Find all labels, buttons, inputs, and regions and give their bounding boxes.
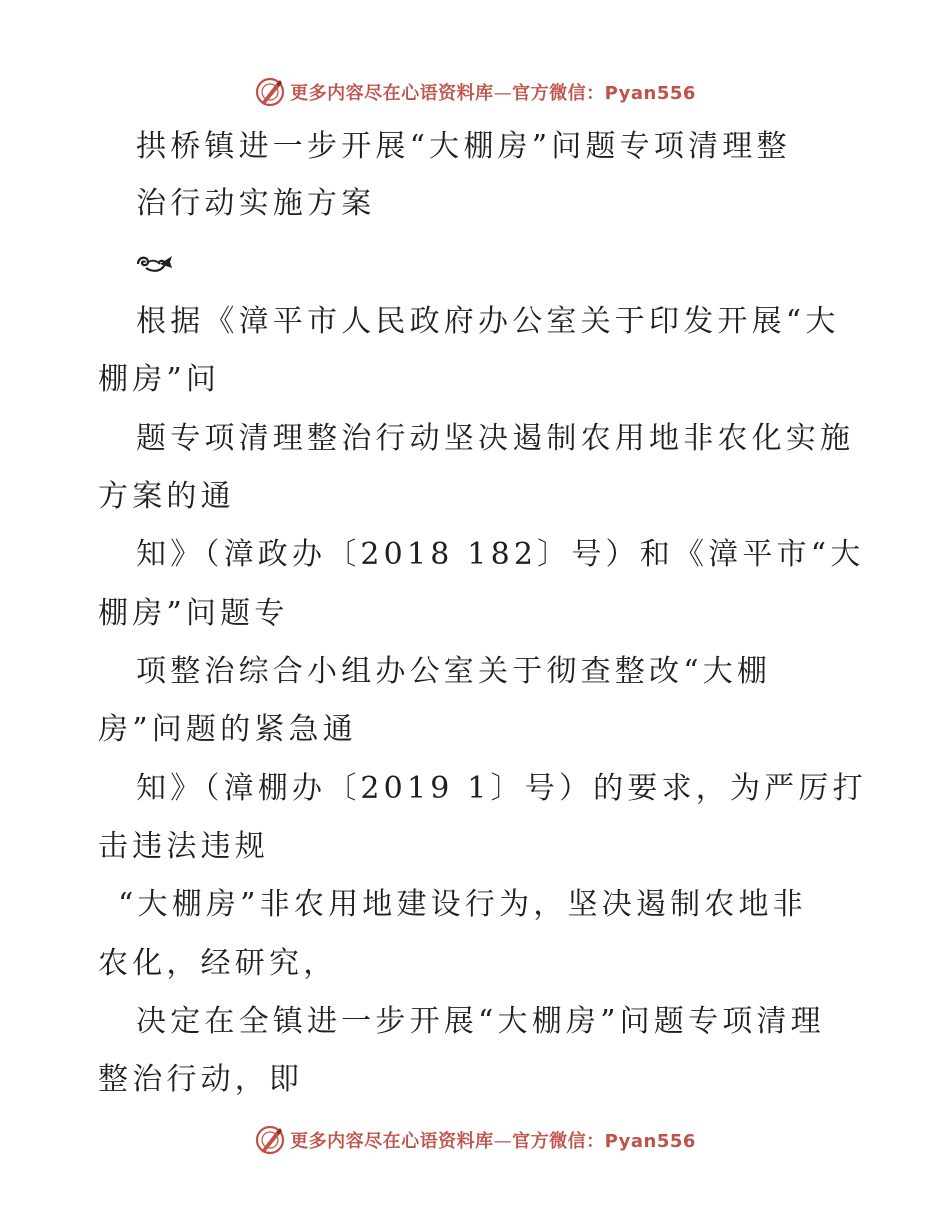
- footer-banner-text: 更多内容尽在心语资料库—官方微信：Pyan556: [290, 1131, 696, 1152]
- body-line-3: 题专项清理整治行动坚决遏制农用地非农化实施: [136, 421, 855, 456]
- decorative-flourish-icon: [134, 250, 174, 278]
- header-banner: [0, 72, 950, 112]
- body-line-5: 知》（漳政办〔2018 182〕号）和《漳平市“大: [136, 537, 865, 572]
- body-line-13: 决定在全镇进一步开展“大棚房”问题专项清理: [136, 1004, 825, 1039]
- body-line-11: “大棚房”非农用地建设行为，坚决遏制农地非: [118, 887, 807, 922]
- body-line-14: 整治行动，即: [98, 1062, 304, 1097]
- body-line-1: 根据《漳平市人民政府办公室关于印发开展“大: [136, 304, 840, 339]
- document-title-line-1: 拱桥镇进一步开展“大棚房”问题专项清理整: [136, 129, 791, 164]
- body-line-4: 方案的通: [98, 479, 235, 514]
- footer-banner: [0, 1120, 950, 1160]
- header-banner-text: 更多内容尽在心语资料库—官方微信：Pyan556: [290, 83, 696, 104]
- body-line-9: 知》（漳棚办〔2019 1〕号）的要求，为严厉打: [136, 771, 867, 806]
- body-line-6: 棚房”问题专: [98, 596, 289, 631]
- body-line-7: 项整治综合小组办公室关于彻查整改“大棚: [136, 654, 772, 689]
- body-line-2: 棚房”问: [98, 362, 221, 397]
- body-line-10: 击违法违规: [98, 829, 269, 864]
- pen-logo-icon: [254, 76, 286, 108]
- pen-logo-icon: [254, 1124, 286, 1156]
- body-line-8: 房”问题的紧急通: [98, 712, 357, 747]
- body-line-12: 农化，经研究，: [98, 946, 338, 981]
- document-title-line-2: 治行动实施方案: [136, 186, 376, 221]
